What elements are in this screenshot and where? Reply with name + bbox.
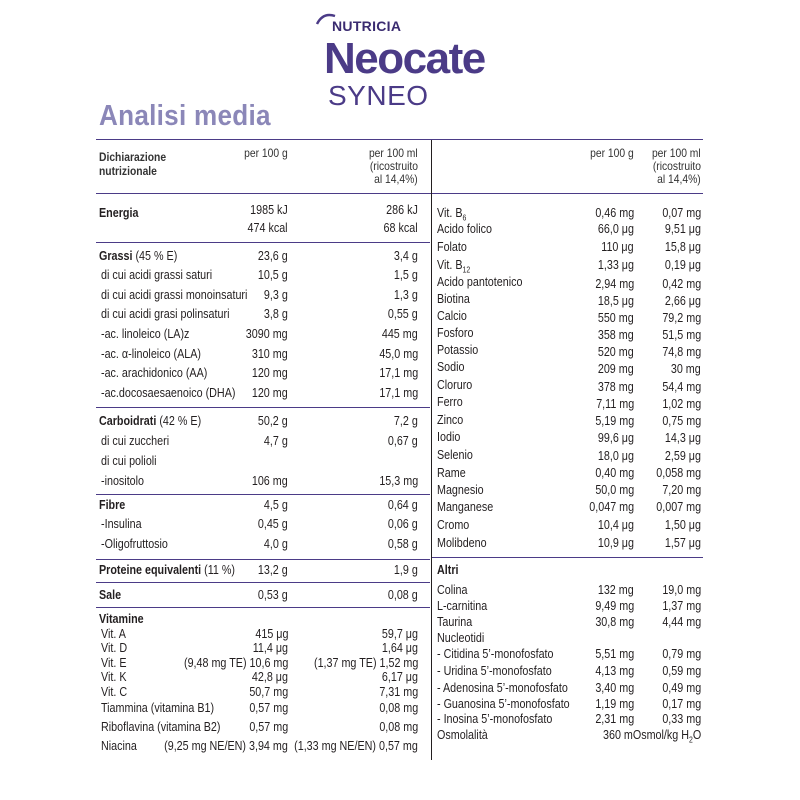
row-label: Fibre: [99, 498, 126, 512]
row-label: Carboidrati (42 % E): [99, 414, 202, 428]
divider-proteine: [96, 582, 430, 583]
divider-energia: [96, 242, 430, 243]
page-title: Analisi media: [99, 100, 271, 132]
divider-carboidrati: [96, 494, 430, 495]
value-per-100g: 474 kcal: [247, 221, 288, 235]
divider-altri: [432, 557, 703, 558]
divider-fibre: [96, 559, 430, 560]
header-rule: [96, 193, 703, 194]
value-per-100g: 1985 kJ: [250, 203, 288, 217]
osmolalita-value: 360 mOsmol/kg $H_2O$: [602, 728, 701, 745]
osmolalita-label: Osmolalità: [437, 728, 488, 742]
value-per-100ml: 286 kJ: [386, 203, 418, 217]
table-top-rule: [96, 139, 703, 140]
divider-grassi: [96, 407, 430, 408]
section-label: Vitamine: [99, 612, 144, 626]
row-label: Energia: [99, 206, 139, 220]
row-label: Sale: [99, 588, 122, 602]
section-label: Altri: [437, 563, 459, 577]
value-per-100ml: 68 kcal: [383, 221, 418, 235]
brand-logo: [318, 10, 498, 110]
product-variant: SYNEO: [328, 80, 429, 111]
column-divider: [431, 140, 432, 760]
row-label: Proteine equivalenti (11 %): [99, 563, 236, 577]
row-label: Grassi (45 % E): [99, 249, 178, 263]
product-name: Neocate: [324, 34, 485, 83]
divider-sale: [96, 607, 430, 608]
company-name: NUTRICIA: [332, 18, 402, 34]
